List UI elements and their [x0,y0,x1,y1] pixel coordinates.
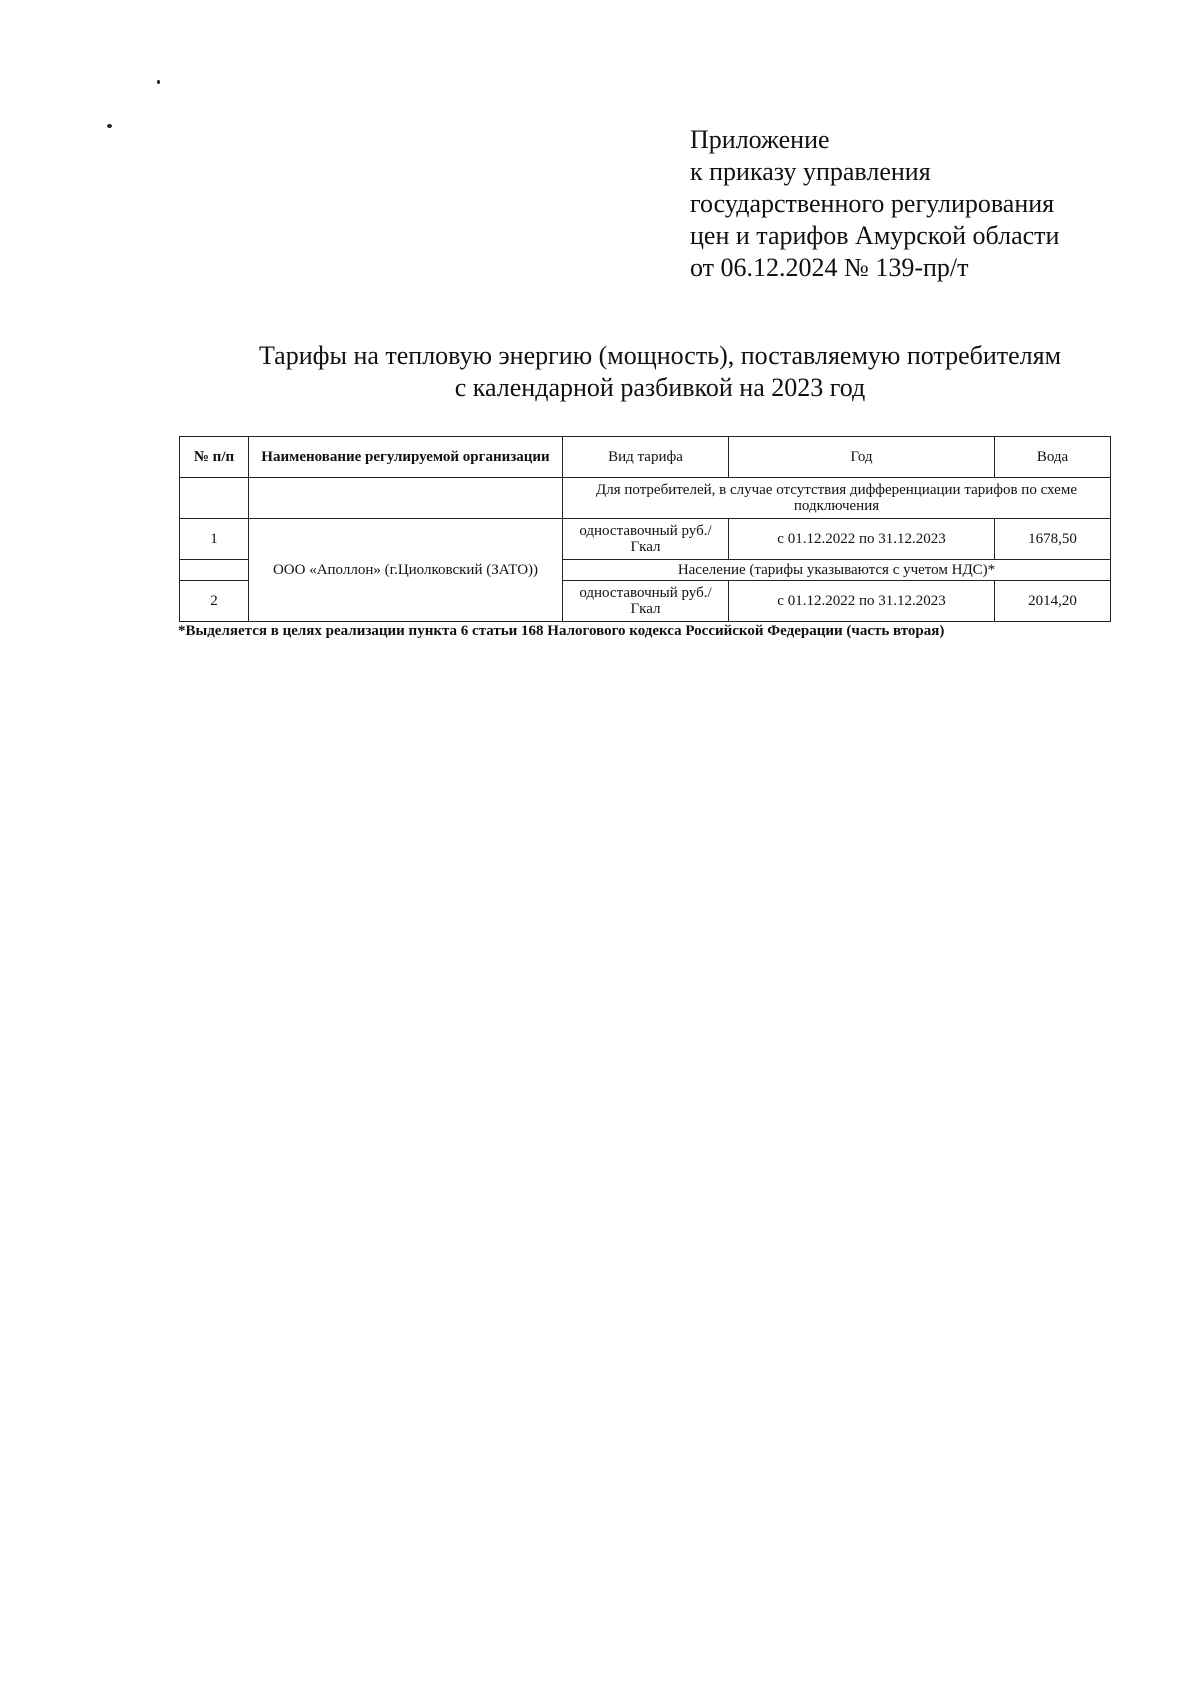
scan-speck [157,80,160,84]
row-num: 1 [180,519,249,560]
header-tariff-type: Вид тарифа [563,437,729,478]
tariffs-table [179,436,1111,622]
section-label: Для потребителей, в случае отсутствия дифференциации тарифов по схеме подключения [563,478,1111,519]
header-year: Год [729,437,995,478]
appendix-line: государственного регулирования [690,189,1055,218]
appendix-line: от 06.12.2024 № 139-пр/т [690,253,969,282]
table-header-row [180,437,1111,478]
footnote: *Выделяется в целях реализации пункта 6 статьи 168 Налогового кодекса Российской Федерации (часть вторая) [178,623,945,639]
row-period: с 01.12.2022 по 31.12.2023 [729,581,995,622]
title-line: с календарной разбивкой на 2023 год [454,373,866,402]
row-tariff-type: одноставочный руб./Гкал [563,581,729,622]
organization-name: ООО «Аполлон» (г.Циолковский (ЗАТО)) [249,519,563,622]
appendix-line: к приказу управления [690,157,931,186]
row-tariff-type: одноставочный руб./Гкал [563,519,729,560]
table-section-row [180,478,1111,519]
document-title [160,340,1160,404]
header-org: Наименование регулируемой организации [249,437,563,478]
table-row [180,519,1111,560]
empty-cell [180,560,249,581]
header-water: Вода [995,437,1111,478]
appendix-line: цен и тарифов Амурской области [690,221,1060,250]
row-value: 1678,50 [995,519,1111,560]
empty-cell [249,478,563,519]
row-period: с 01.12.2022 по 31.12.2023 [729,519,995,560]
header-num: № п/п [180,437,249,478]
title-line: Тарифы на тепловую энергию (мощность), поставляемую потребителям [258,341,1062,370]
row-value: 2014,20 [995,581,1111,622]
row-num: 2 [180,581,249,622]
appendix-line: Приложение [690,125,830,154]
section-label: Население (тарифы указываются с учетом НДС)* [563,560,1111,581]
scan-speck [107,124,112,128]
empty-cell [180,478,249,519]
appendix-block [690,124,1160,284]
